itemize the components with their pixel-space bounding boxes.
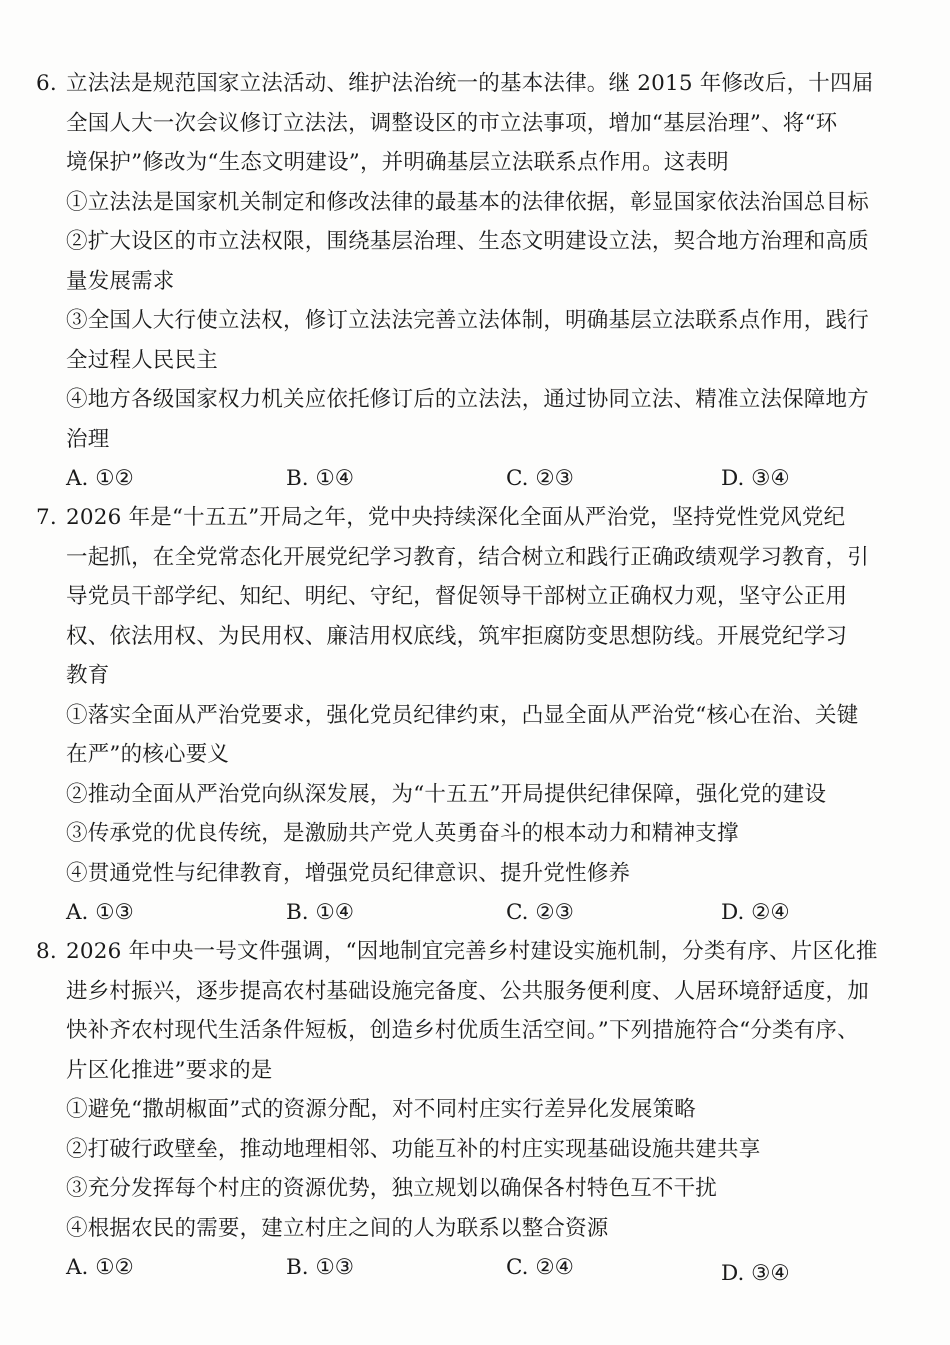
question-stem-line: 片区化推进”要求的是 bbox=[66, 1057, 273, 1083]
statement-1: ①避免“撒胡椒面”式的资源分配，对不同村庄实行差异化发展策略 bbox=[66, 1097, 696, 1122]
statement-3: ③传承党的优良传统，是激励共产党人英勇奋斗的根本动力和精神支撑 bbox=[66, 821, 739, 846]
question-8 bbox=[36, 932, 886, 1288]
option-a[interactable]: A. ①② bbox=[66, 466, 134, 491]
statement-4: ④根据农民的需要，建立村庄之间的人为联系以整合资源 bbox=[66, 1215, 609, 1241]
statement-2-cont: 量发展需求 bbox=[66, 268, 175, 294]
question-stem-line: 一起抓，在全党常态化开展党纪学习教育，结合树立和践行正确政绩观学习教育，引 bbox=[66, 544, 869, 570]
question-7 bbox=[36, 498, 886, 933]
option-a[interactable]: A. ①③ bbox=[66, 900, 134, 925]
statement-1: ①落实全面从严治党要求，强化党员纪律约束，凸显全面从严治党“核心在治、关键 bbox=[66, 702, 859, 728]
question-stem-line: 8. 2026 年中央一号文件强调，“因地制宜完善乡村建设实施机制，分类有序、片区化推 bbox=[36, 932, 886, 972]
question-number: 8. bbox=[36, 939, 57, 964]
statement-3: ③充分发挥每个村庄的资源优势，独立规划以确保各村特色互不干扰 bbox=[66, 1176, 718, 1201]
statement-2: ②扩大设区的市立法权限，围绕基层治理、生态文明建设立法，契合地方治理和高质 bbox=[66, 229, 869, 254]
question-number: 6. bbox=[36, 71, 57, 96]
statement-2: ②打破行政壁垒，推动地理相邻、功能互补的村庄实现基础设施共建共享 bbox=[66, 1136, 761, 1162]
option-d[interactable]: D. ③④ bbox=[721, 466, 790, 491]
option-b[interactable]: B. ①③ bbox=[286, 1255, 355, 1280]
statement-3-cont: 全过程人民民主 bbox=[66, 347, 218, 373]
option-d[interactable]: D. ②④ bbox=[721, 900, 790, 925]
option-a[interactable]: A. ①② bbox=[66, 1255, 134, 1280]
question-stem-line: 快补齐农村现代生活条件短板，创造乡村优质生活空间。”下列措施符合“分类有序、 bbox=[66, 1018, 859, 1043]
question-stem-line: 7. 2026 年是“十五五”开局之年，党中央持续深化全面从严治党，坚持党性党风党纪 bbox=[36, 498, 886, 538]
option-c[interactable]: C. ②③ bbox=[506, 466, 574, 491]
question-stem-line: 境保护”修改为“生态文明建设”，并明确基层立法联系点作用。这表明 bbox=[66, 150, 729, 175]
option-d[interactable]: D. ③④ bbox=[721, 1261, 790, 1286]
question-6 bbox=[36, 64, 886, 499]
answer-options bbox=[36, 459, 886, 499]
statement-2: ②推动全面从严治党向纵深发展，为“十五五”开局提供纪律保障，强化党的建设 bbox=[66, 781, 827, 807]
question-stem-line: 全国人大一次会议修订立法法，调整设区的市立法事项，增加“基层治理”、将“环 bbox=[66, 110, 838, 136]
question-stem-line: 教育 bbox=[66, 663, 110, 688]
statement-3: ③全国人大行使立法权，修订立法法完善立法体制，明确基层立法联系点作用，践行 bbox=[66, 308, 869, 333]
question-stem-line: 6. 立法法是规范国家立法活动、维护法治统一的基本法律。继 2015 年修改后，十四届 bbox=[36, 64, 886, 104]
question-stem-line: 权、依法用权、为民用权、廉洁用权底线，筑牢拒腐防变思想防线。开展党纪学习 bbox=[66, 623, 848, 649]
question-stem-line: 导党员干部学纪、知纪、明纪、守纪，督促领导干部树立正确权力观，坚守公正用 bbox=[66, 584, 848, 609]
question-number: 7. bbox=[36, 505, 57, 530]
statement-4: ④贯通党性与纪律教育，增强党员纪律意识、提升党性修养 bbox=[66, 860, 631, 886]
option-c[interactable]: C. ②④ bbox=[506, 1255, 574, 1280]
statement-4: ④地方各级国家权力机关应依托修订后的立法法，通过协同立法、精准立法保障地方 bbox=[66, 387, 869, 412]
option-b[interactable]: B. ①④ bbox=[286, 900, 355, 925]
question-stem-line: 进乡村振兴，逐步提高农村基础设施完备度、公共服务便利度、人居环境舒适度，加 bbox=[66, 978, 869, 1004]
option-c[interactable]: C. ②③ bbox=[506, 900, 574, 925]
statement-4-cont: 治理 bbox=[66, 426, 110, 452]
option-b[interactable]: B. ①④ bbox=[286, 466, 355, 491]
answer-options bbox=[36, 893, 886, 933]
statement-1: ①立法法是国家机关制定和修改法律的最基本的法律依据，彰显国家依法治国总目标 bbox=[66, 189, 869, 215]
statement-1-cont: 在严”的核心要义 bbox=[66, 742, 230, 767]
answer-options bbox=[36, 1248, 886, 1288]
